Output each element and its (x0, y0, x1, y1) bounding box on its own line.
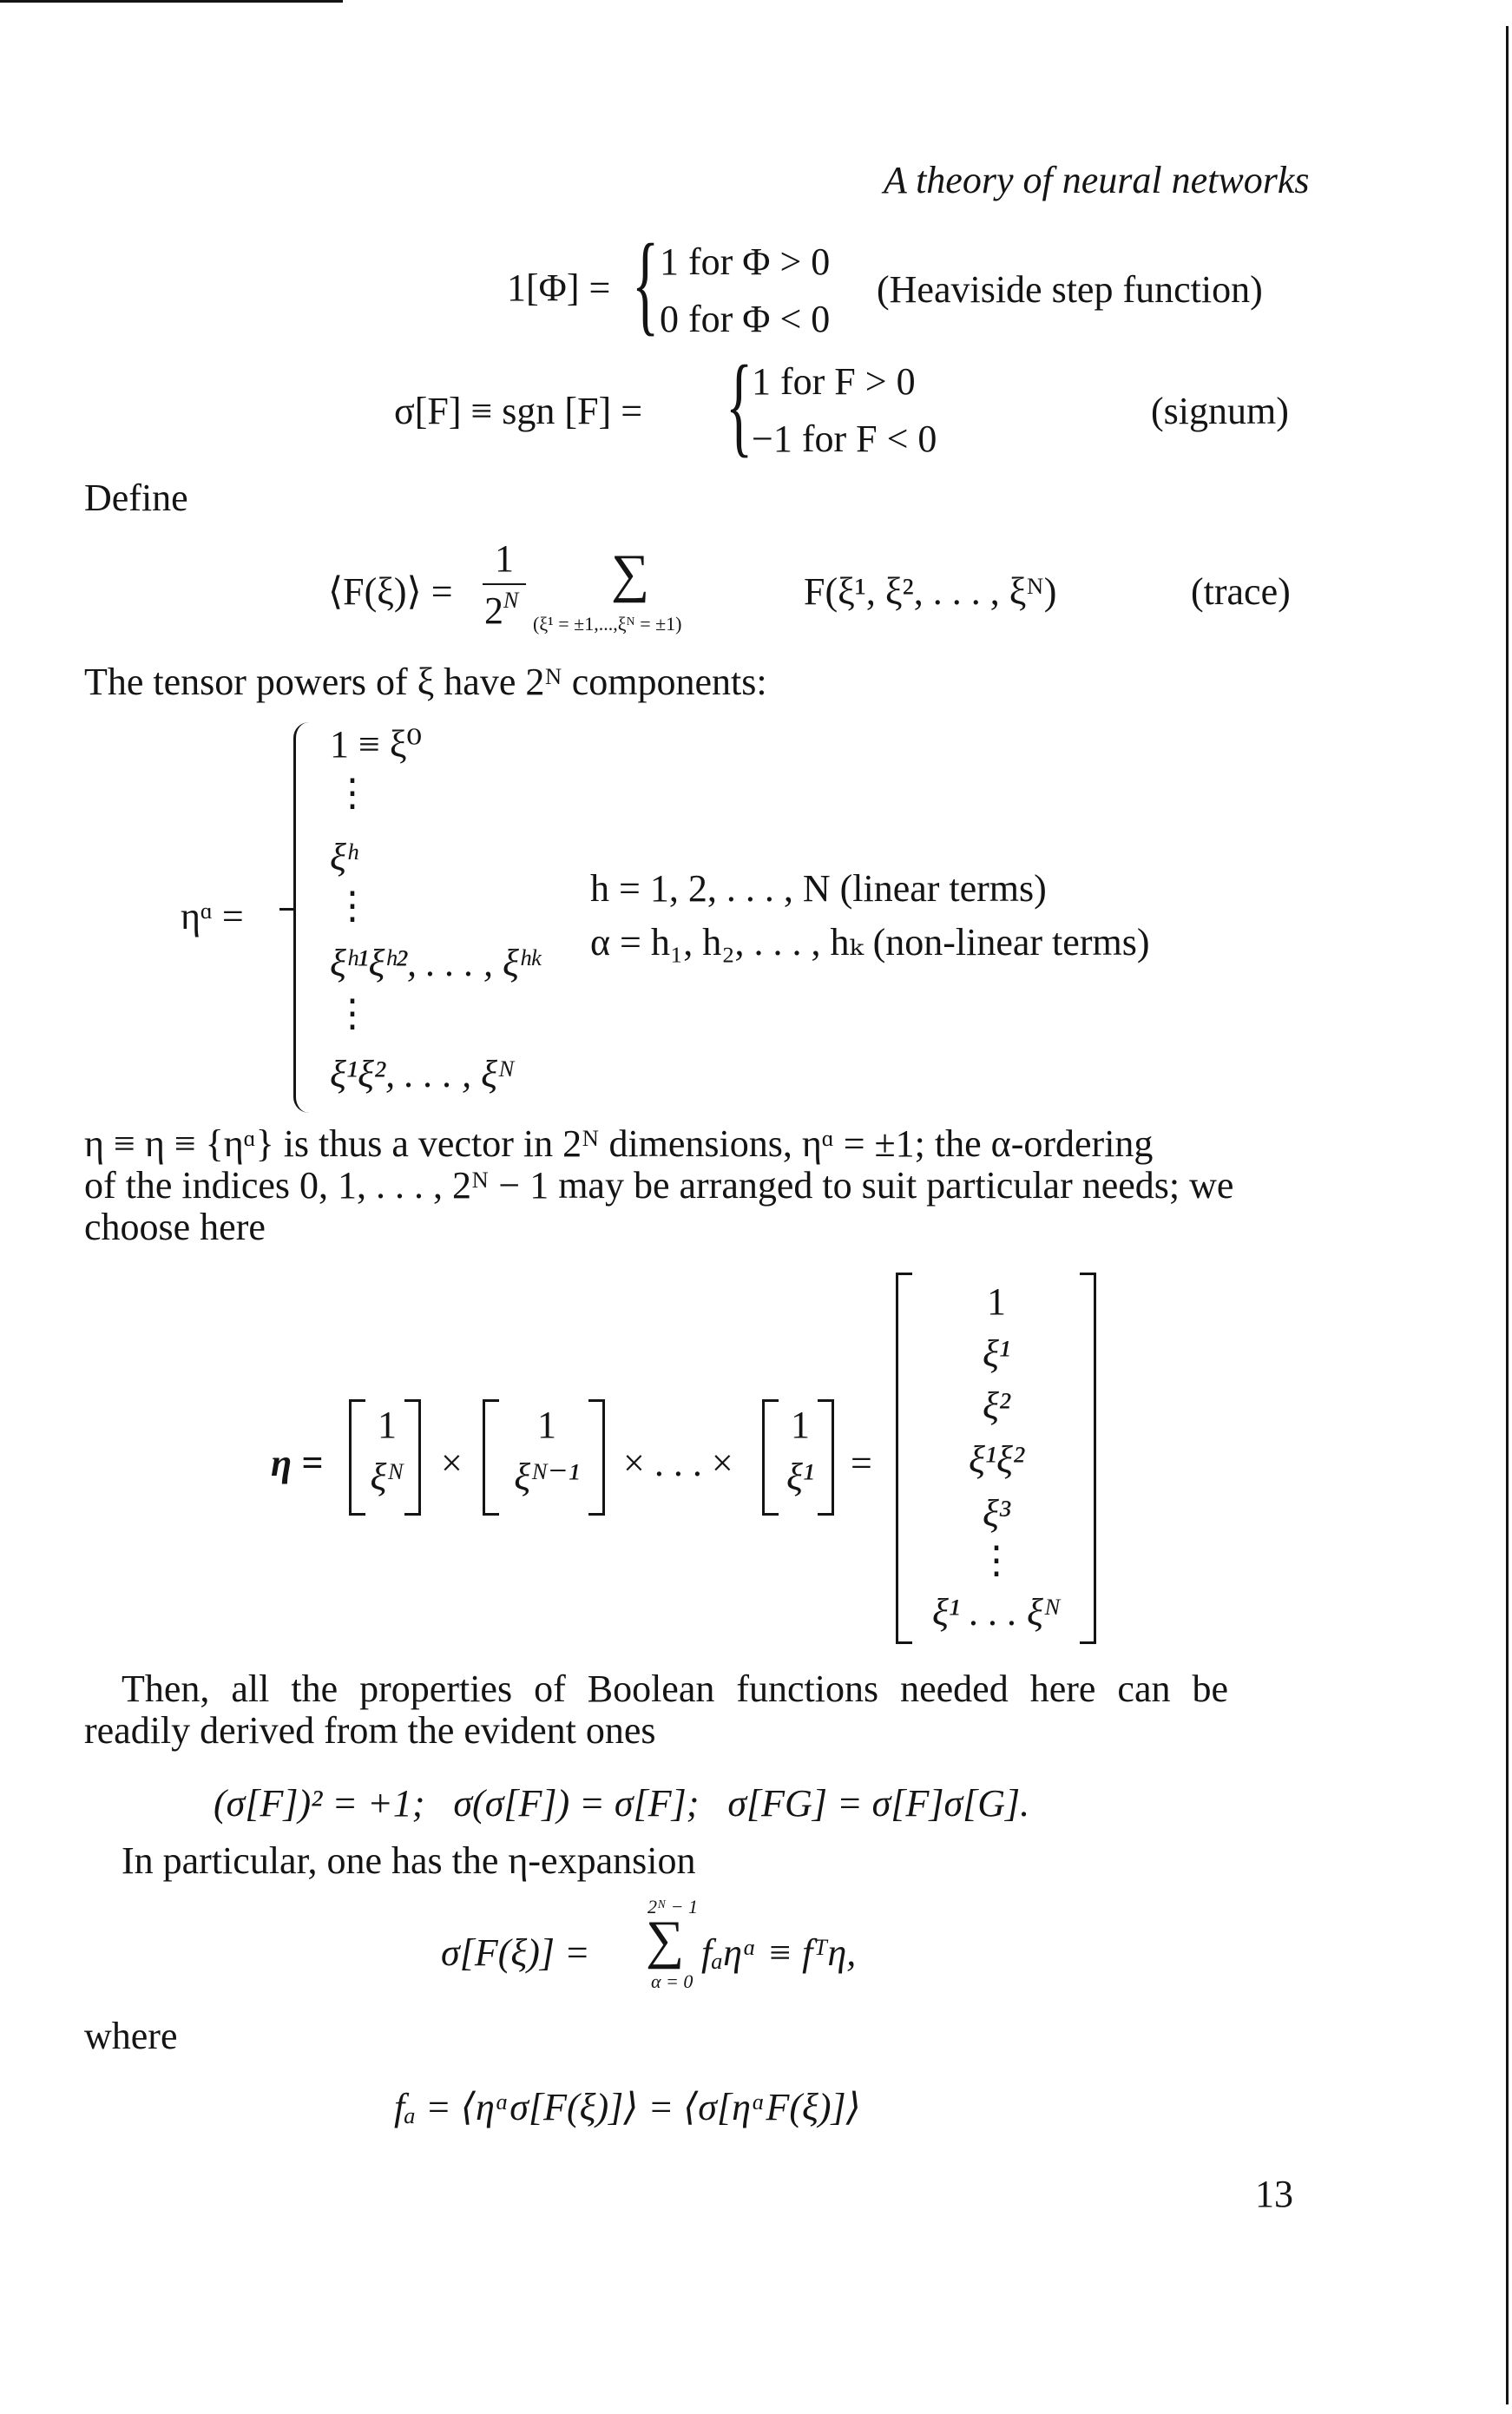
trace-frac-den (484, 588, 519, 632)
expansion-sum-symbol: ∑ (646, 1911, 685, 1970)
m1-right-bracket (404, 1399, 421, 1516)
m1-left-bracket (349, 1399, 365, 1516)
eta-row-6: ξ¹ξ², . . . , ξᴺ (330, 1053, 516, 1095)
right-edge-line (1506, 26, 1509, 2404)
result-row-1: ξ¹ (982, 1332, 1011, 1375)
expansion-rhs: fₐηᵅ ≡ fᵀη, (701, 1931, 857, 1974)
result-row-2: ξ² (982, 1385, 1011, 1427)
expansion-sum-top: 2ᴺ − 1 (648, 1896, 698, 1917)
eta-row-2: ξʰ (330, 836, 358, 878)
m2-left-bracket (483, 1399, 499, 1516)
para-then-line-1: Then, all the properties of Boolean functions needed here can be (122, 1667, 1228, 1710)
signum-brace: { (726, 343, 753, 468)
trace-frac-bar (483, 583, 526, 585)
top-edge-rule (0, 0, 343, 3)
trace-frac-num: 1 (495, 537, 514, 580)
eta-row-4: ξʰ¹ξʰ², . . . , ξʰᵏ (330, 942, 541, 984)
m1-top: 1 (378, 1404, 397, 1446)
heaviside-lhs: 1[Φ] = (507, 266, 611, 309)
signum-case-1: 1 for F > 0 (752, 360, 916, 403)
result-row-3: ξ¹ξ² (968, 1438, 1025, 1481)
m1-bottom: ξᴺ (370, 1456, 404, 1498)
heaviside-brace: { (632, 221, 660, 346)
m2-bottom: ξᴺ⁻¹ (514, 1456, 580, 1498)
text-define: Define (84, 477, 188, 519)
eta-row-1: ⋮ (333, 772, 371, 814)
para-vector-line-1: η ≡ η ≡ {ηᵅ} is thus a vector in 2ᴺ dimensions, ηᵅ = ±1; the α-ordering (84, 1122, 1154, 1165)
eta-big-brace (293, 722, 313, 1113)
product-lhs: η = (271, 1442, 324, 1484)
eta-note-linear: h = 1, 2, . . . , N (linear terms) (590, 867, 1047, 910)
eta-lhs: ηᵅ = (181, 895, 244, 937)
result-right-bracket (1080, 1273, 1096, 1644)
para-then-line-2: readily derived from the evident ones (84, 1709, 656, 1752)
m2-top: 1 (537, 1404, 556, 1446)
result-row-5: ⋮ (977, 1539, 1016, 1582)
text-in-particular: In particular, one has the η-expansion (122, 1839, 696, 1882)
eta-row-0: 1 ≡ ξ⁰ (330, 723, 423, 766)
product-equals: = (851, 1442, 872, 1484)
product-dots: × . . . × (623, 1442, 733, 1484)
m3-bottom: ξ¹ (786, 1456, 815, 1498)
heaviside-case-1: 1 for Φ > 0 (660, 240, 831, 283)
trace-sum-symbol: ∑ (611, 544, 650, 603)
trace-frac-den-base: 2 (484, 589, 503, 632)
signum-lhs: σ[F] ≡ sgn [F] = (394, 390, 643, 432)
para-vector-line-3: choose here (84, 1206, 266, 1248)
signum-tag: (signum) (1151, 390, 1289, 432)
eta-row-3: ⋮ (333, 885, 371, 927)
eta-note-nonlinear: α = h₁, h₂, . . . , hₖ (non-linear terms) (590, 921, 1150, 964)
result-left-bracket (896, 1273, 912, 1644)
text-where: where (84, 2015, 178, 2057)
trace-frac-den-sup: N (503, 588, 519, 614)
heaviside-tag: (Heaviside step function) (877, 268, 1263, 311)
text-tensor-powers: The tensor powers of ξ have 2ᴺ components: (84, 661, 767, 703)
m3-left-bracket (762, 1399, 779, 1516)
result-row-6: ξ¹ . . . ξᴺ (931, 1591, 1062, 1634)
result-row-4: ξ³ (982, 1492, 1011, 1535)
result-row-0: 1 (987, 1280, 1006, 1323)
m2-right-bracket (588, 1399, 605, 1516)
times-1: × (441, 1442, 463, 1484)
heaviside-case-2: 0 for Φ < 0 (660, 298, 831, 340)
expansion-sum-bottom: α = 0 (651, 1970, 694, 1992)
trace-summand: F(ξ¹, ξ², . . . , ξᴺ) (804, 570, 1057, 613)
para-vector-line-2: of the indices 0, 1, . . . , 2ᴺ − 1 may be arranged to suit particular needs; we (84, 1164, 1234, 1207)
trace-sum-range: (ξ¹ = ±1,...,ξᴺ = ±1) (533, 613, 682, 635)
trace-tag: (trace) (1191, 570, 1291, 613)
eq-properties: (σ[F])² = +1; σ(σ[F]) = σ[F]; σ[FG] = σ[F]σ[G]. (214, 1782, 1030, 1825)
running-title: A theory of neural networks (884, 159, 1310, 201)
signum-case-2: −1 for F < 0 (752, 418, 937, 460)
trace-fraction (481, 537, 528, 580)
eta-brace-tip (279, 908, 293, 911)
expansion-lhs: σ[F(ξ)] = (441, 1931, 590, 1974)
eq-coefficient: fₐ = ⟨ηᵅσ[F(ξ)]⟩ = ⟨σ[ηᵅF(ξ)]⟩ (394, 2086, 861, 2128)
trace-lhs: ⟨F(ξ)⟩ = (328, 570, 453, 613)
eta-row-5: ⋮ (333, 992, 371, 1035)
page-number: 13 (1255, 2173, 1293, 2215)
m3-top: 1 (791, 1404, 810, 1446)
